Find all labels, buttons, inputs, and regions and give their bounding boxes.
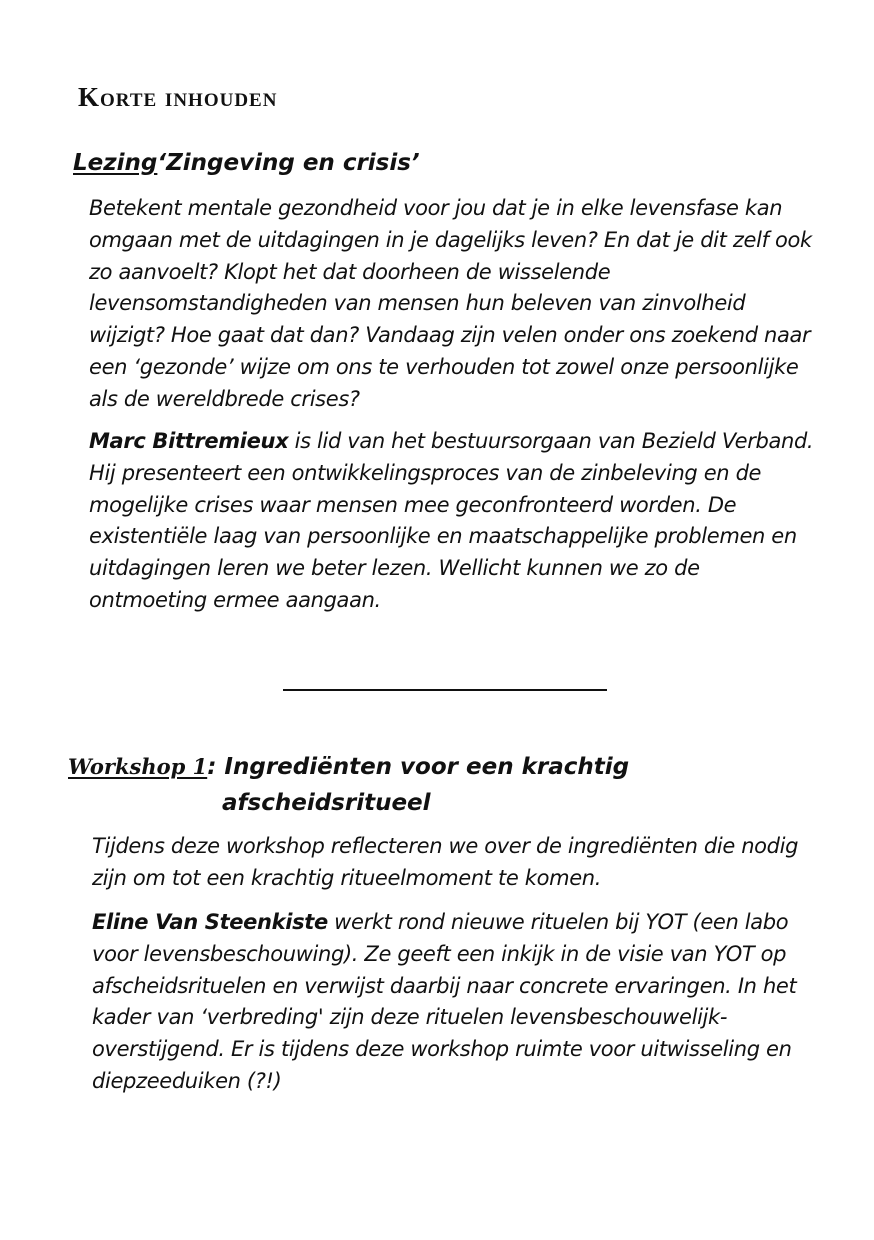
- lezing-kicker: Lezing: [73, 150, 158, 176]
- workshop1-speaker-bio: werkt rond nieuwe rituelen bij YOT (een labo voor levensbeschouwing). Ze geeft een inkijk in de visie van YOT op afscheidsrituelen en verwijst daarbij naar concrete ervaringen. In het kader van ‘verbreding' zijn deze rituelen levensbeschouwelijk-overstijgend. Er is tijdens deze workshop ruimte voor uitwisseling en diepzeeduiken (?!): [92, 910, 797, 1093]
- workshop1-intro: Tijdens deze workshop reflecteren we over de ingrediënten die nodig zijn om tot een krachtig ritueelmoment te komen.: [92, 834, 799, 890]
- workshop1-title: [68, 749, 668, 821]
- page-heading: Korte inhouden: [78, 82, 278, 112]
- workshop1-title-line1: Ingrediënten voor een krachtig: [224, 754, 630, 780]
- workshop1-separator: :: [207, 754, 225, 780]
- workshop1-speaker-name: Eline Van Steenkiste: [92, 910, 328, 934]
- section-divider: [283, 689, 607, 691]
- lezing-speaker-paragraph: [89, 426, 817, 617]
- lezing-speaker-name: Marc Bittremieux: [89, 429, 289, 453]
- workshop1-speaker-paragraph: [92, 907, 812, 1098]
- lezing-speaker-bio: is lid van het bestuursorgaan van Bezield Verband. Hij presenteert een ontwikkelingsproces van de zinbeleving en de mogelijke crises waar mensen mee geconfronteerd worden. De existentiële laag van persoonlijke en maatschappelijke problemen en uitdagingen leren we beter lezen. Wellicht kunnen we zo de ontmoeting ermee aangaan.: [89, 429, 814, 612]
- lezing-title-text: ‘Zingeving en crisis’: [157, 150, 420, 176]
- lezing-title: [73, 145, 420, 181]
- workshop1-kicker: Workshop 1: [68, 754, 208, 779]
- lezing-intro: Betekent mentale gezondheid voor jou dat je in elke levensfase kan omgaan met de uitdagingen in je dagelijks leven? En dat je dit zelf ook zo aanvoelt? Klopt het dat doorheen de wisselende levensomstandigheden van mensen hun beleven van zinvolheid wijzigt? Hoe gaat dat dan? Vandaag zijn velen onder ons zoekend naar een ‘gezonde’ wijze om ons te verhouden tot zowel onze persoonlijke als de wereldbrede crises?: [89, 196, 812, 411]
- workshop1-title-line2: afscheidsritueel: [222, 790, 431, 816]
